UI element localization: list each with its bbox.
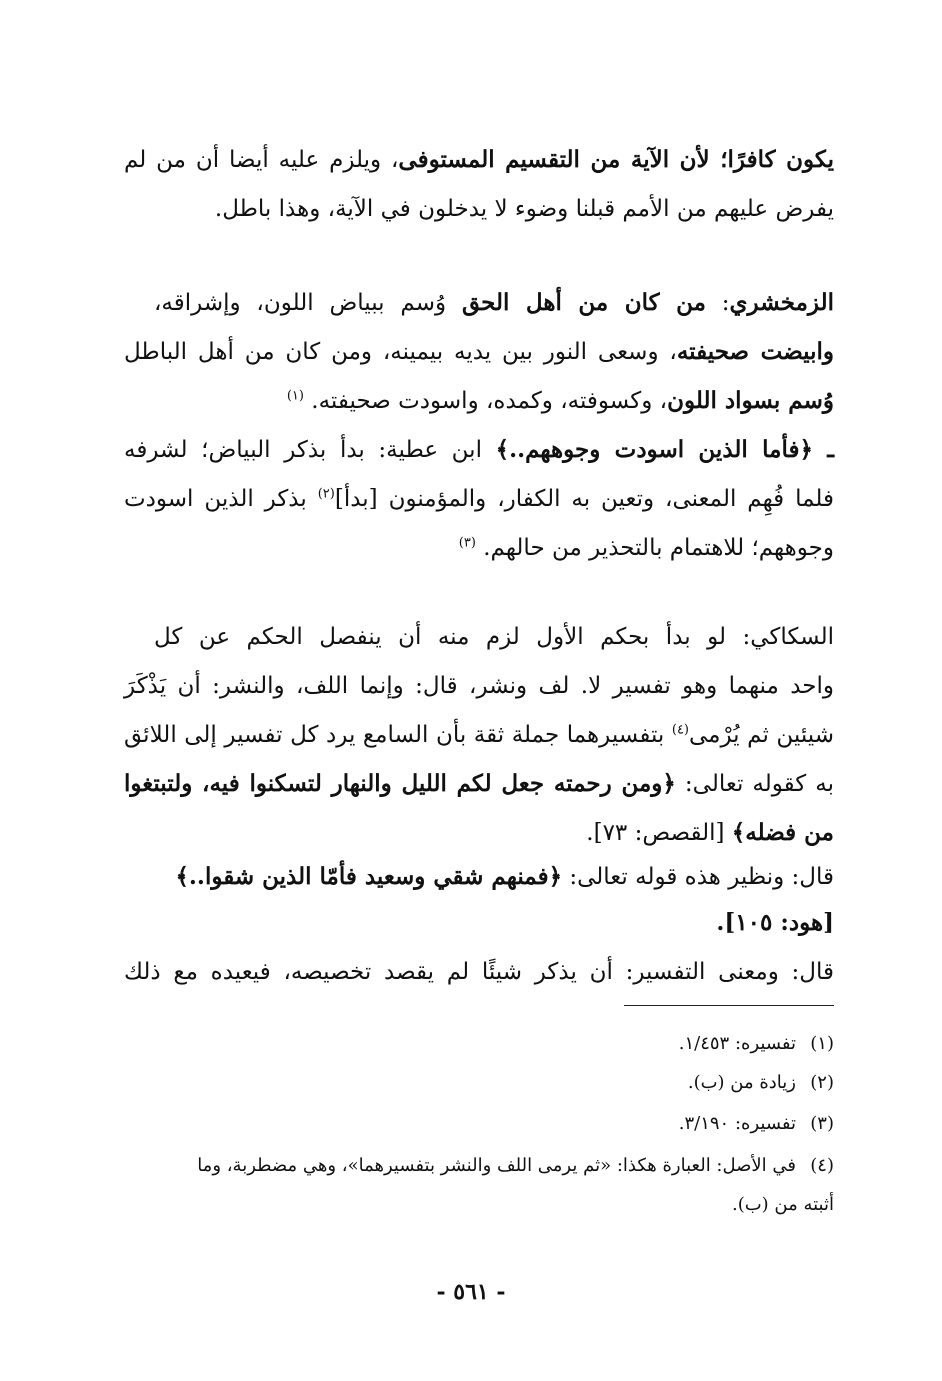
- footnote-ref: (٤): [671, 722, 689, 738]
- text-run: ، وكسوفته، وكمده، واسودت صحيفته.: [311, 388, 668, 414]
- footnote: [124, 1069, 834, 1097]
- text-run: من كان من أهل الحق: [461, 289, 706, 316]
- text-run: وابيضت صحيفته: [676, 338, 834, 365]
- author-name: الزمخشري: [729, 289, 834, 316]
- text-run: ابن عطية: بدأ بذكر البياض؛ لشرفه: [124, 437, 496, 463]
- text-run: قال: ومعنى التفسير: أن يذكر شيئًا لم يقصد تخصيصه، فيعيده مع ذلك: [124, 959, 834, 985]
- footnote-ref: (٢): [317, 486, 335, 502]
- text-run: وُسم ببياض اللون، وإشراقه،: [154, 290, 462, 316]
- footnote-number: (٤): [810, 1155, 834, 1176]
- text-run: به كقوله تعالى:: [675, 771, 834, 797]
- quran-quote: ـ ﴿فأما الذين اسودت وجوههم..﴾: [495, 436, 834, 463]
- footnote-text: تفسيره: ١/٤٥٣.: [678, 1033, 796, 1054]
- body-line: [124, 955, 834, 989]
- page-number: - ٥٦١ -: [436, 1279, 506, 1305]
- body-line: [124, 433, 834, 467]
- footnote-ref: (١): [286, 388, 304, 404]
- footnote-text: أثبته من (ب).: [731, 1194, 834, 1215]
- text-run: فلما فُهِم المعنى، وتعين به الكفار، والمؤمنون [بدأ]: [334, 486, 835, 512]
- text-run: بذكر الذين اسودت: [124, 486, 318, 512]
- text-run: شيئين ثم يُرْمى: [689, 722, 834, 748]
- footnote-text: في الأصل: العبارة هكذا: «ثم يرمى اللف والنشر بتفسيرهما»، وهي مضطربة، وما: [197, 1155, 796, 1176]
- body-line: [154, 286, 834, 320]
- text-run: يفرض عليهم من الأمم قبلنا وضوء لا يدخلون في الآية، وهذا باطل.: [214, 196, 834, 222]
- body-line: [124, 669, 834, 703]
- text-run: وجوههم؛ للاهتمام بالتحذير من حالهم.: [483, 535, 834, 561]
- footnote-ref: (٣): [458, 535, 476, 551]
- footnote-text: تفسيره: ٣/١٩٠.: [678, 1113, 796, 1134]
- body-line: [124, 192, 834, 226]
- citation: [هود: ١٠٥].: [716, 909, 834, 936]
- body-line: [124, 335, 834, 369]
- text-run: ، ويلزم عليه أيضا أن من لم: [124, 147, 399, 173]
- body-line: [124, 860, 834, 894]
- body-line: [124, 816, 834, 850]
- text-run: يكون كافرًا؛: [709, 146, 835, 173]
- body-line: [124, 143, 834, 177]
- text-run: واحد منهما وهو تفسير لا. لف ونشر، قال: وإنما اللف، والنشر: أن يَذْكَرَ: [124, 673, 834, 699]
- footnote-continuation: [162, 1191, 834, 1219]
- text-run: لأن الآية من التقسيم المستوفى: [398, 146, 710, 173]
- footnote: [124, 1152, 834, 1180]
- citation: [القصص: ٧٣].: [586, 820, 732, 846]
- body-line: [124, 531, 834, 565]
- quran-quote: من فضله﴾: [731, 819, 834, 846]
- text-run: :: [705, 290, 730, 316]
- body-line: [124, 384, 834, 418]
- footnote-text: زيادة من (ب).: [687, 1072, 796, 1093]
- text-run: السكاكي: لو بدأ بحكم الأول لزم منه أن ينفصل الحكم عن كل: [154, 624, 834, 650]
- quran-quote: ﴿ومن رحمته جعل لكم الليل والنهار لتسكنوا فيه، ولتبتغوا: [124, 770, 676, 797]
- footnote-separator: [624, 1005, 834, 1006]
- text-run: بتفسيرهما جملة ثقة بأن السامع يرد كل تفسير إلى اللائق: [124, 722, 672, 748]
- quran-quote: ﴿فمنهم شقي وسعيد فأمّا الذين شقوا..﴾: [175, 863, 563, 890]
- footnote-number: (٢): [810, 1072, 834, 1093]
- body-line: [124, 767, 834, 801]
- body-line: [124, 906, 834, 940]
- body-line: [124, 482, 834, 516]
- body-line: [124, 718, 834, 752]
- footnote: [124, 1110, 834, 1138]
- footnote: [124, 1030, 834, 1058]
- body-line: [154, 620, 834, 654]
- text-run: وُسم بسواد اللون: [667, 387, 834, 414]
- footnote-number: (٣): [810, 1113, 834, 1134]
- text-run: ، وسعى النور بين يديه بيمينه، ومن كان من أهل الباطل: [124, 339, 677, 365]
- text-run: قال: ونظير هذه قوله تعالى:: [562, 864, 834, 890]
- footnote-number: (١): [810, 1033, 834, 1054]
